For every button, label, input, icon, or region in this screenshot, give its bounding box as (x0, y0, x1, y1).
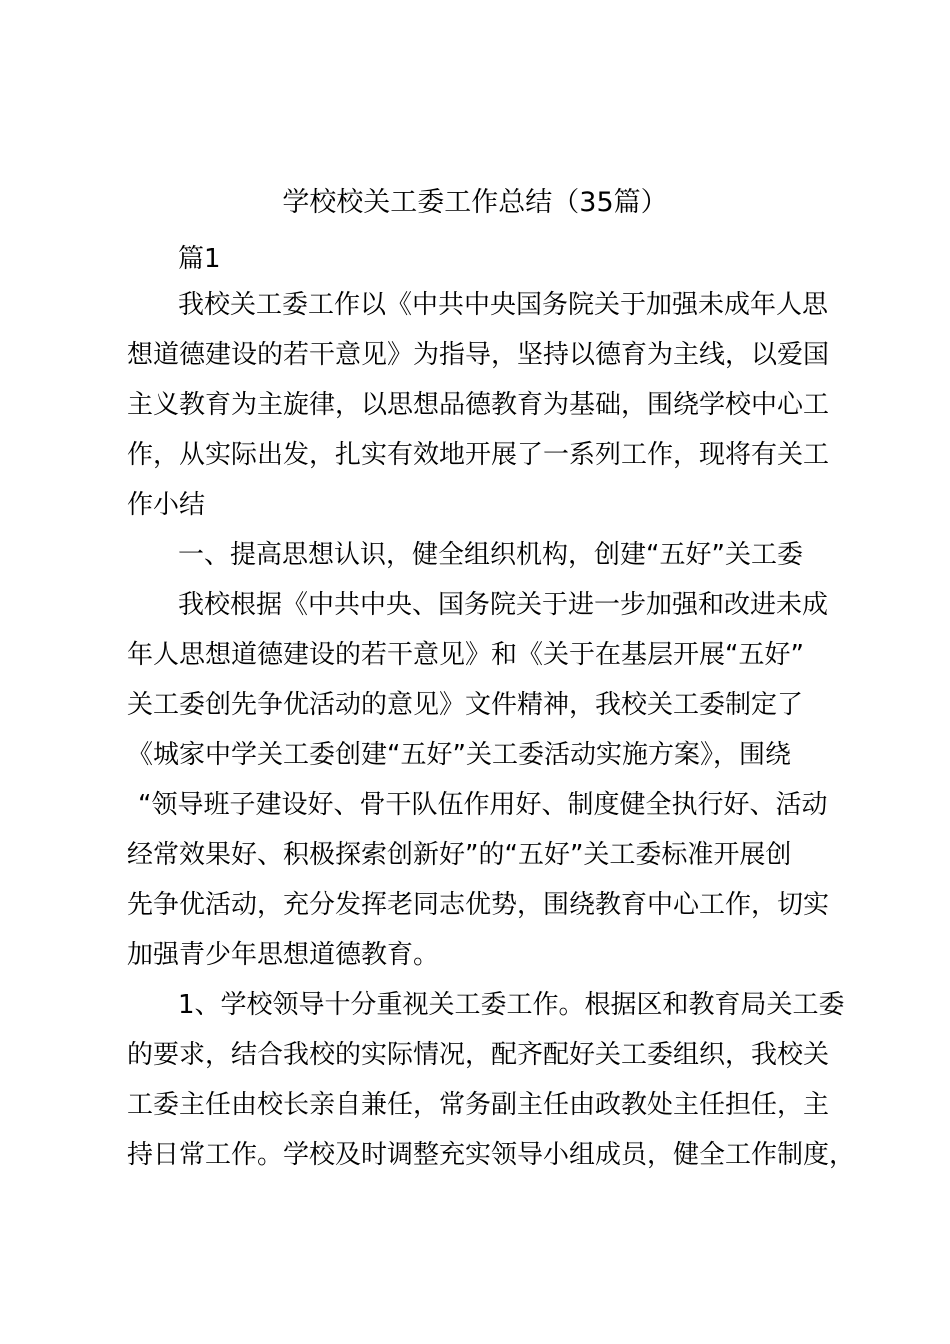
document-title: 学校校关工委工作总结（35篇） (282, 187, 668, 218)
paragraph-line: 作，从实际出发，扎实有效地开展了一系列工作，现将有关工 (127, 440, 830, 470)
paragraph-line: 先争优活动，充分发挥老同志优势，围绕教育中心工作，切实 (127, 890, 830, 920)
paragraph-line: 主义教育为主旋律，以思想品德教育为基础，围绕学校中心工 (127, 390, 830, 420)
paragraph-line: 想道德建设的若干意见》为指导，坚持以德育为主线，以爱国 (127, 340, 830, 370)
paragraph-line: 年人思想道德建设的若干意见》和《关于在基层开展“五好” (127, 640, 804, 670)
paragraph-line: 《城家中学关工委创建“五好”关工委活动实施方案》，围绕 (127, 740, 791, 770)
paragraph-line: 关工委创先争优活动的意见》文件精神，我校关工委制定了 (127, 690, 804, 720)
paragraph-line: 加强青少年思想道德教育。 (127, 940, 440, 970)
paragraph-line: 我校关工委工作以《中共中央国务院关于加强未成年人思 (178, 290, 829, 320)
paragraph-line: 的要求，结合我校的实际情况，配齐配好关工委组织，我校关 (127, 1040, 830, 1070)
section-heading-1: 一、提高思想认识，健全组织机构，创建“五好”关工委 (178, 540, 803, 570)
section-heading-pian1: 篇1 (178, 244, 221, 274)
paragraph-line: 持日常工作。学校及时调整充实领导小组成员，健全工作制度， (127, 1140, 856, 1170)
paragraph-line: 我校根据《中共中央、国务院关于进一步加强和改进未成 (178, 590, 829, 620)
paragraph-line: 工委主任由校长亲自兼任，常务副主任由政教处主任担任，主 (127, 1090, 830, 1120)
paragraph-line: 1、学校领导十分重视关工委工作。根据区和教育局关工委 (178, 990, 845, 1020)
paragraph-line: 作小结 (127, 490, 206, 520)
paragraph-line: 经常效果好、积极探索创新好”的“五好”关工委标准开展创 (127, 840, 792, 870)
paragraph-line: “领导班子建设好、骨干队伍作用好、制度健全执行好、活动 (138, 790, 828, 820)
